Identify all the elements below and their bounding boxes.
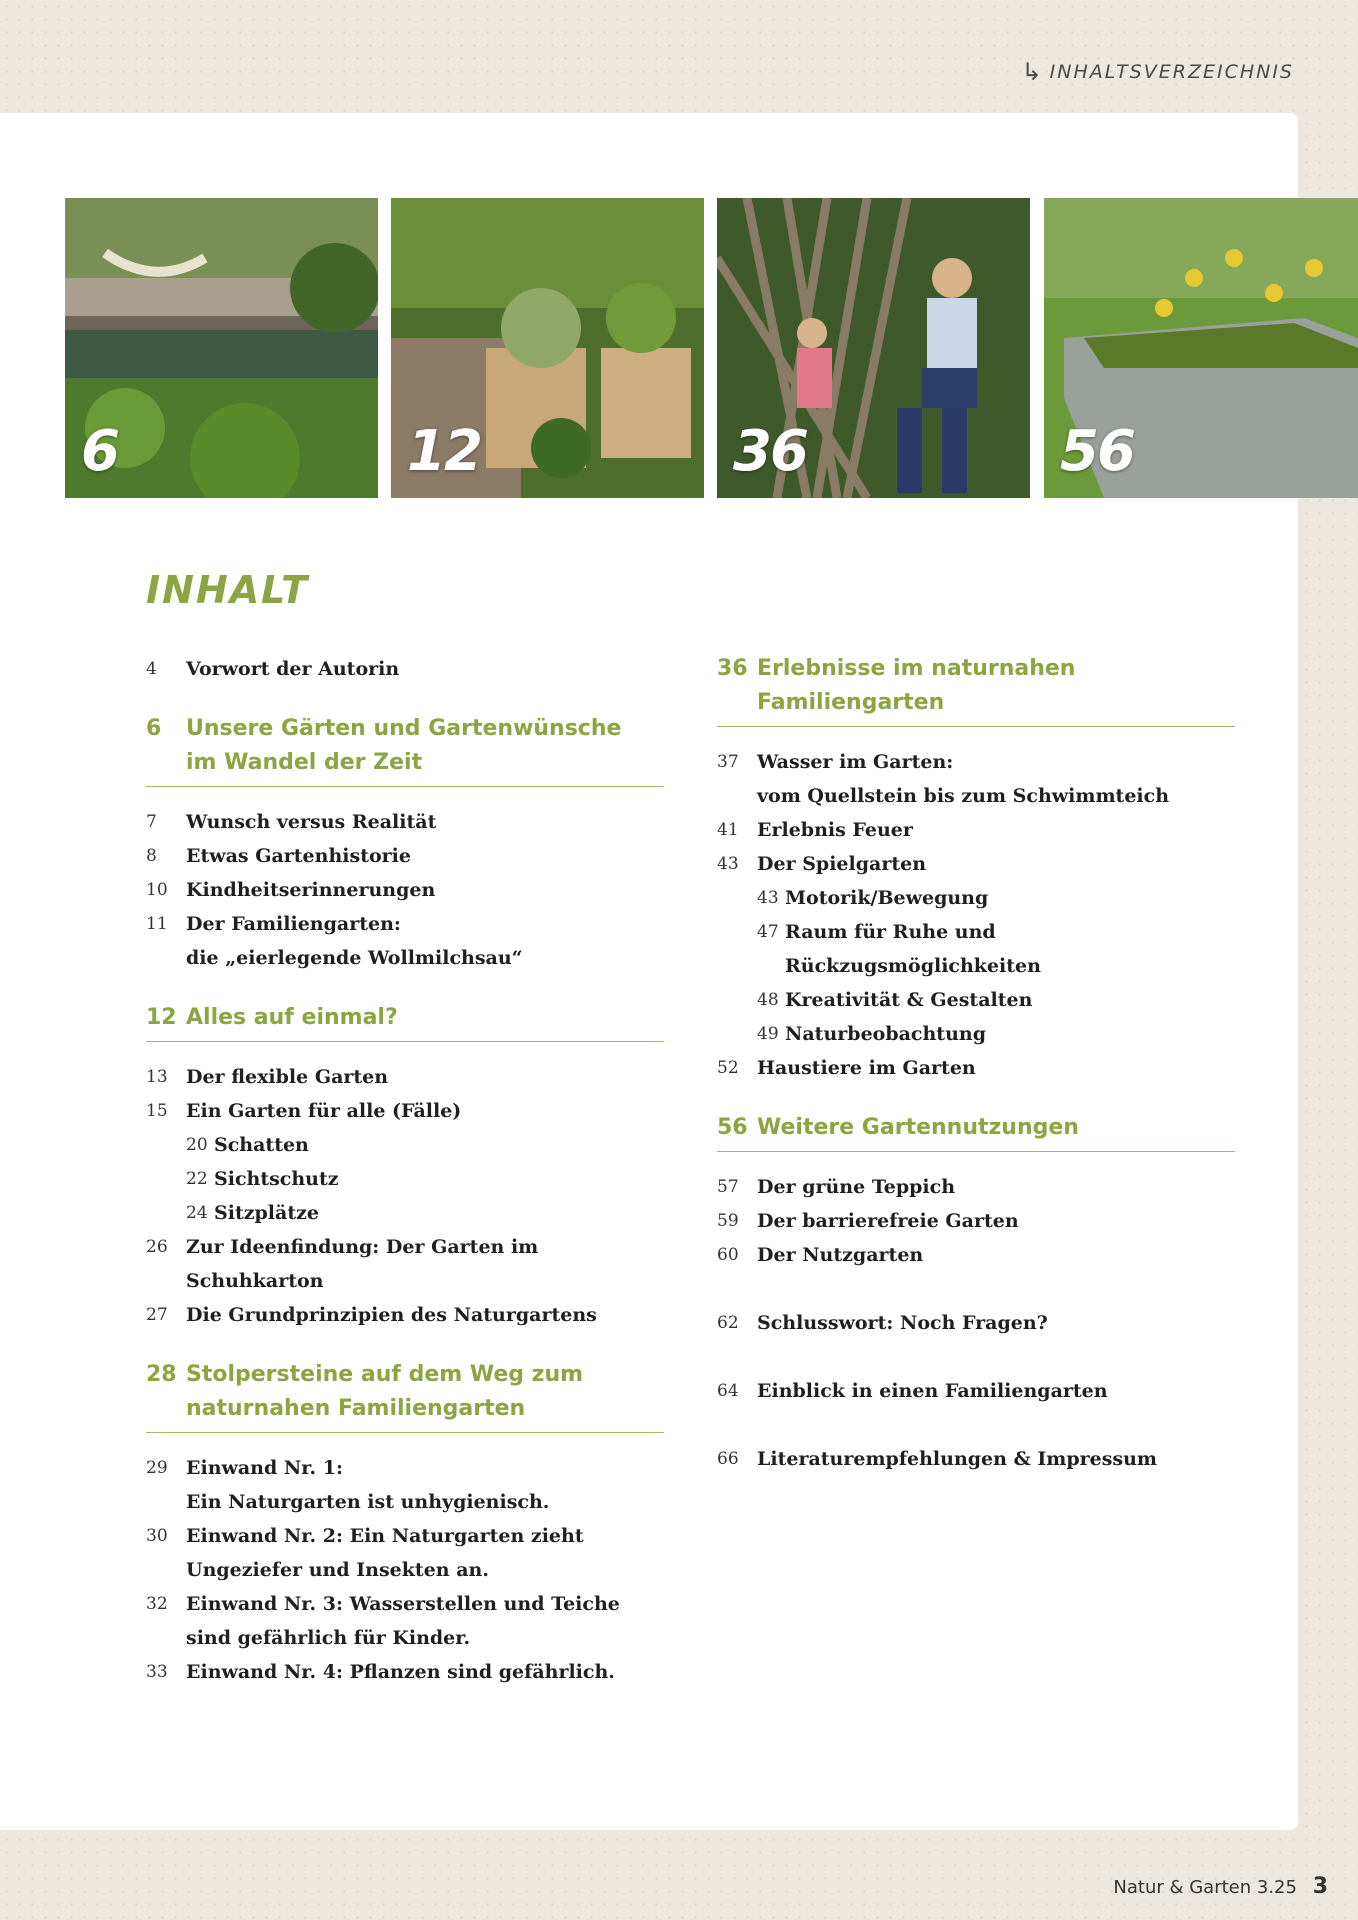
toc-chapter[interactable]: 36 Erlebnisse im naturnahen Familiengarten [717,652,1235,727]
toc-entry[interactable]: 8 Etwas Gartenhistorie [146,845,411,867]
toc-entry[interactable]: 52 Haustiere im Garten [717,1057,976,1079]
photo-12[interactable] [391,198,704,498]
toc-entry[interactable]: 10 Kindheitserinnerungen [146,879,436,901]
toc-entry[interactable]: 7 Wunsch versus Realität [146,811,437,833]
toc-chapter[interactable]: 6 Unsere Gärten und Gartenwünsche im Wandel der Zeit [146,712,664,787]
toc-chapter[interactable]: 56 Weitere Gartennutzungen [717,1111,1235,1152]
toc-subentry[interactable]: 43 Motorik/Bewegung [757,887,989,909]
toc-entry[interactable]: 4 Vorwort der Autorin [146,658,400,680]
toc-chapter[interactable]: 12 Alles auf einmal? [146,1001,664,1042]
toc-entry[interactable]: 37 Wasser im Garten: vom Quellstein bis zum Schwimmteich [717,751,1170,807]
toc-entry[interactable]: 66 Literaturempfehlungen & Impressum [717,1448,1158,1470]
toc-entry[interactable]: 26 Zur Ideenfindung: Der Garten im Schuhkarton [146,1236,539,1292]
section-tag [1022,58,1294,86]
toc-entry[interactable]: 13 Der flexible Garten [146,1066,389,1088]
toc-subentry[interactable]: 48 Kreativität & Gestalten [757,989,1033,1011]
toc-entry[interactable]: 57 Der grüne Teppich [717,1176,956,1198]
page-number: 3 [1312,1874,1328,1899]
photo-page-number: 36 [733,419,807,484]
curved-arrow-icon: ↳ [1021,58,1044,86]
toc-right-column [717,652,1235,1476]
toc-entry[interactable]: 41 Erlebnis Feuer [717,819,913,841]
toc-subentry[interactable]: 24 Sitzplätze [186,1202,319,1224]
toc-entry[interactable]: 15 Ein Garten für alle (Fälle) [146,1100,462,1122]
toc-entry[interactable]: 64 Einblick in einen Familiengarten [717,1380,1108,1402]
toc-chapter[interactable]: 28 Stolpersteine auf dem Weg zum naturnahen Familiengarten [146,1358,664,1433]
toc-entry[interactable]: 32 Einwand Nr. 3: Wasserstellen und Teiche sind gefährlich für Kinder. [146,1593,620,1649]
section-tag-label: INHALTSVERZEICHNIS [1049,61,1294,83]
photo-page-number: 12 [407,419,481,484]
toc-entry[interactable]: 62 Schlusswort: Noch Fragen? [717,1312,1048,1334]
page-footer [1113,1874,1328,1899]
toc-subentry[interactable]: 20 Schatten [186,1134,309,1156]
toc-entry[interactable]: 29 Einwand Nr. 1: Ein Naturgarten ist unhygienisch. [146,1457,550,1513]
page-title: INHALT [146,568,309,612]
toc-subentry[interactable]: 49 Naturbeobachtung [757,1023,986,1045]
toc-entry[interactable]: 33 Einwand Nr. 4: Pflanzen sind gefährlich. [146,1661,615,1683]
photo-6[interactable] [65,198,378,498]
toc-left-column [146,652,664,1689]
toc-entry[interactable]: 59 Der barrierefreie Garten [717,1210,1019,1232]
photo-page-number: 56 [1060,419,1134,484]
photo-page-number: 6 [81,419,118,484]
magazine-issue: Natur & Garten 3.25 [1113,1877,1297,1898]
photo-56[interactable] [1044,198,1358,498]
toc-entry[interactable]: 30 Einwand Nr. 2: Ein Naturgarten zieht Ungeziefer und Insekten an. [146,1525,584,1581]
toc-entry[interactable]: 60 Der Nutzgarten [717,1244,924,1266]
toc-entry[interactable]: 27 Die Grundprinzipien des Naturgartens [146,1304,597,1326]
toc-subentry[interactable]: 22 Sichtschutz [186,1168,339,1190]
toc-entry[interactable]: 11 Der Familiengarten: die „eierlegende Wollmilchsau“ [146,913,523,969]
photo-36[interactable] [717,198,1030,498]
toc-entry[interactable]: 43 Der Spielgarten [717,853,927,875]
toc-subentry[interactable]: 47 Raum für Ruhe und Rückzugsmöglichkeiten [757,921,1041,977]
